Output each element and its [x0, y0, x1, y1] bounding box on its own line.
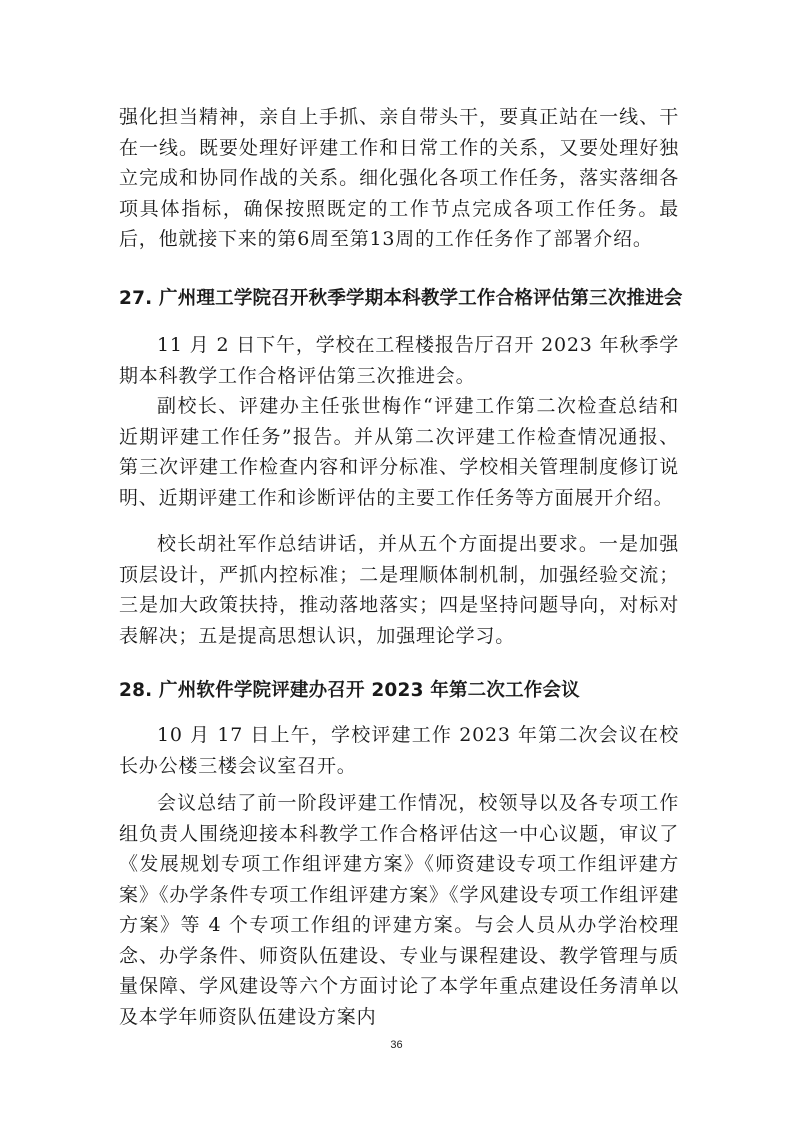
- paragraph-27-3: 校长胡社军作总结讲话，并从五个方面提出要求。一是加强顶层设计，严抓内控标准；二是理顺体制机制，加强经验交流；三是加大政策扶持，推动落地落实；四是坚持问题导向，对标对表解决；五是提高思想认识，加强理论学习。: [119, 533, 679, 647]
- paragraph-intro: 强化担当精神，亲自上手抓、亲自带头干，要真正站在一线、干在一线。既要处理好评建工作和日常工作的关系，又要处理好独立完成和协同作战的关系。细化强化各项工作任务，落实落细各项具体指标，确保按照既定的工作节点完成各项工作任务。最后，他就接下来的第6周至第13周的工作任务作了部署介绍。: [119, 106, 679, 250]
- paragraph-28-2: 会议总结了前一阶段评建工作情况，校领导以及各专项工作组负责人围绕迎接本科教学工作合格评估这一中心议题，审议了《发展规划专项工作组评建方案》《师资建设专项工作组评建方案》《办学条件专项工作组评建方案》《学风建设专项工作组评建方案》等 4 个专项工作组的评建方案。与会人员从办学治校理念、办学条件、师资队伍建设、专业与课程建设、教学管理与质量保障、学风建设等六个方面讨论了本学年重点建设任务清单以及本学年师资队伍建设方案内: [119, 792, 679, 1028]
- section-heading-28: 28. 广州软件学院评建办召开 2023 年第二次工作会议: [119, 680, 580, 701]
- section-heading-27: 27. 广州理工学院召开秋季学期本科教学工作合格评估第三次推进会: [119, 288, 683, 309]
- paragraph-27-1: 11 月 2 日下午，学校在工程楼报告厅召开 2023 年秋季学期本科教学工作合格评估第三次推进会。: [119, 334, 679, 387]
- paragraph-28-1: 10 月 17 日上午，学校评建工作 2023 年第二次会议在校长办公楼三楼会议室召开。: [119, 724, 679, 777]
- page-number: 36: [390, 1039, 403, 1051]
- paragraph-27-2: 副校长、评建办主任张世梅作“评建工作第二次检查总结和近期评建工作任务”报告。并从第二次评建工作检查情况通报、第三次评建工作检查内容和评分标准、学校相关管理制度修订说明、近期评建工作和诊断评估的主要工作任务等方面展开介绍。: [119, 395, 679, 509]
